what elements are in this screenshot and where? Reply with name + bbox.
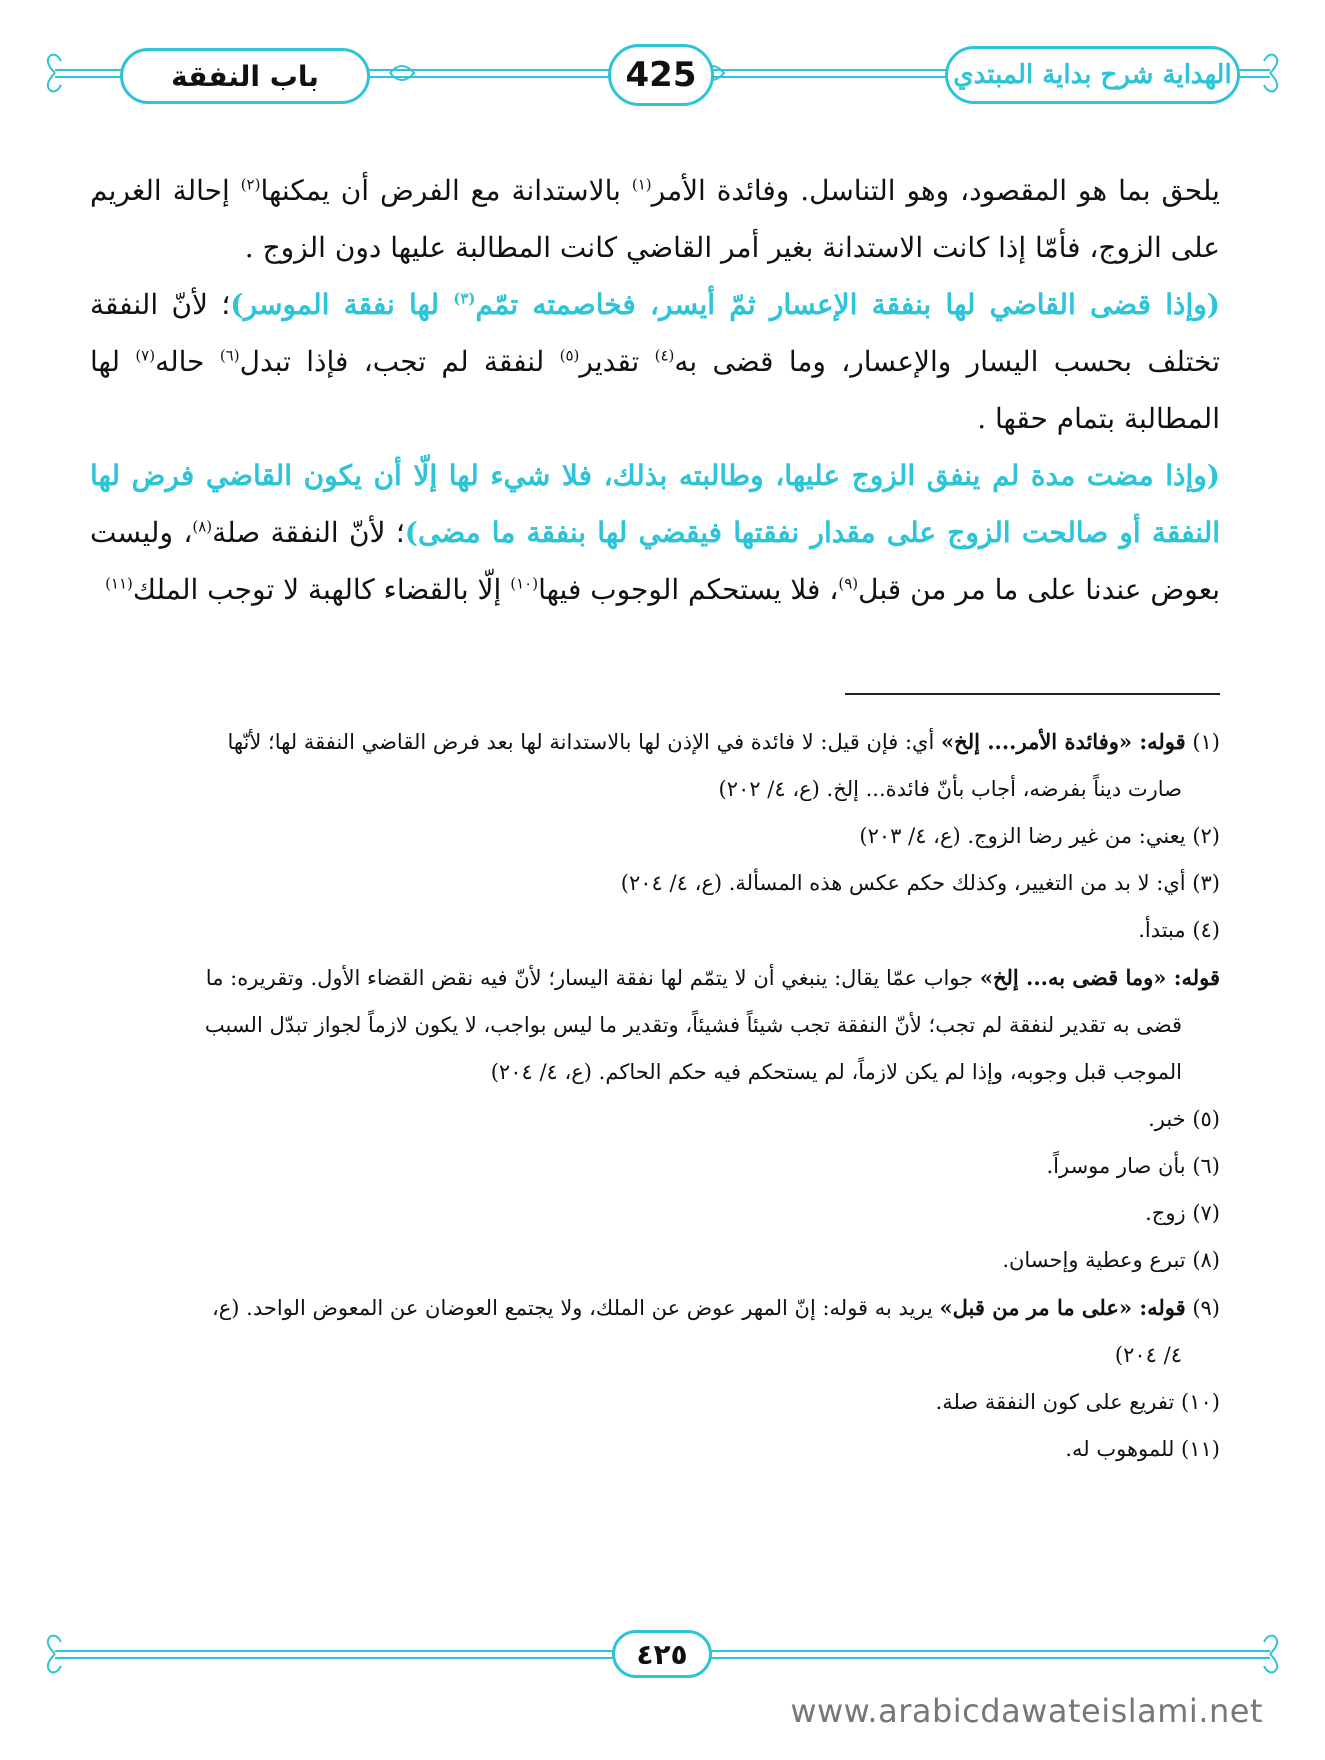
footnote-2: (٢) يعني: من غير رضا الزوج. (ع، ٤/ ٢٠٣) (859, 824, 1220, 848)
text: لها المطالبة بتمام حقها . (90, 345, 1220, 435)
chapter-title-box (120, 48, 370, 104)
chapter-title: باب النفقة (171, 59, 319, 93)
footnote-9-cont: ٤/ ٢٠٤) (1114, 1343, 1182, 1367)
footnote-10: (١٠) تفريع على كون النفقة صلة. (935, 1390, 1220, 1414)
footnote-4-cont-2: الموجب قبل وجوبه، وإذا لم يكن لازماً، لم يستحكم فيه حكم الحاكم. (ع، ٤/ ٢٠٤) (490, 1060, 1182, 1084)
footnote-ref[interactable]: (٧) (135, 346, 156, 365)
footnote-ref[interactable]: (١١) (105, 574, 133, 593)
footnote-divider (845, 693, 1220, 695)
text: ، وليست بعوض عندنا على ما مر من قبل (90, 516, 1220, 606)
footnote-1 (90, 718, 1220, 766)
footnote-text: أي: فإن قيل: لا فائدة في الإذن لها بالاستدانة لها بعد فرض القاضي النفقة لها؛ لأنّها (227, 730, 942, 754)
quoted-text: (وإذا قضى القاضي لها بنفقة الإعسار ثمّ أيسر، فخاصمته تمّم (475, 288, 1221, 321)
text: حاله (155, 345, 220, 378)
footnote-4: (٤) مبتدأ. (1138, 918, 1220, 942)
text: تقدير (579, 345, 655, 378)
text: لنفقة لم تجب، فإذا تبدل (239, 345, 560, 378)
footnote-ref[interactable]: (٩) (838, 574, 859, 593)
footnote-ref[interactable]: (٣) (453, 289, 476, 308)
footnotes (90, 718, 1220, 1473)
footnote-6: (٦) بأن صار موسراً. (1046, 1154, 1220, 1178)
footnote-label: قوله: «على ما مر من قبل» (939, 1295, 1186, 1320)
text: ؛ لأنّ النفقة صلة (212, 516, 405, 549)
footnote-ref[interactable]: (١) (631, 175, 652, 194)
paragraph-3 (90, 447, 1220, 618)
footnote-text: يريد به قوله: إنّ المهر عوض عن الملك، ولا يجتمع العوضان عن المعوض الواحد. (ع، (212, 1296, 940, 1320)
footnote-label: قوله: «وفائدة الأمر.... إلخ» (941, 729, 1186, 754)
book-title-box (945, 46, 1240, 104)
footnote-4-comment (90, 954, 1220, 1002)
text: إلّا بالقضاء كالهبة لا توجب الملك (132, 573, 511, 606)
footnote-ref[interactable]: (٥) (559, 346, 580, 365)
footnote-ref[interactable]: (٤) (654, 346, 675, 365)
footnote-text: جواب عمّا يقال: ينبغي أن لا يتمّم لها نفقة اليسار؛ لأنّ فيه نقض القضاء الأول. وتقريره: ما (205, 966, 980, 990)
paragraph-2 (90, 276, 1220, 447)
text: ؛ لأنّ النفقة تختلف بحسب اليسار والإعسار، وما قضى به (90, 288, 1220, 378)
footnote-11: (١١) للموهوب له. (1065, 1437, 1220, 1461)
text: ، فلا يستحكم الوجوب فيها (538, 573, 839, 606)
footnote-number: (١) (1192, 730, 1220, 754)
footnote-ref[interactable]: (٦) (219, 346, 240, 365)
page-number-box (608, 44, 714, 106)
footnote-ref[interactable]: (٢) (240, 175, 261, 194)
quoted-text: لها نفقة الموسر) (230, 288, 454, 321)
footnote-4-cont-1: قضى به تقدير لنفقة لم تجب؛ لأنّ النفقة تجب شيئاً فشيئاً، وتقدير ما ليس بواجب، لا يكون لازماً لجواز تبدّل السبب (204, 1013, 1182, 1037)
footnote-5: (٥) خبر. (1148, 1107, 1220, 1131)
paragraph-1 (90, 162, 1220, 276)
page-number: 425 (625, 55, 697, 95)
footer-page-number-box (612, 1630, 712, 1678)
footnote-9 (90, 1284, 1220, 1332)
footnote-8: (٨) تبرع وعطية وإحسان. (1002, 1248, 1220, 1272)
book-title: الهداية شرح بداية المبتدي (953, 60, 1232, 90)
text: بالاستدانة مع الفرض أن يمكنها (260, 174, 632, 207)
footnote-ref[interactable]: (١٠) (510, 574, 539, 593)
footnote-ref[interactable]: (٨) (192, 517, 213, 536)
text: إحالة الغريم على الزوج، فأمّا إذا كانت الاستدانة بغير أمر القاضي كانت المطالبة عليها دون الزوج . (90, 174, 1220, 264)
text: يلحق بما هو المقصود، وهو التناسل. وفائدة الأمر (651, 174, 1220, 207)
footnote-number: (٩) (1192, 1296, 1220, 1320)
main-text (90, 162, 1220, 618)
footer-page-number: ٤٢٥ (636, 1637, 688, 1671)
quoted-text: (وإذا مضت مدة لم ينفق الزوج عليها، وطالبته بذلك، فلا شيء لها إلّا أن يكون القاضي فرض لها النفقة أو صالحت الزوج على مقدار نفقتها فيقضي لها بنفقة ما مضى) (90, 459, 1220, 549)
footnote-label: قوله: «وما قضى به... إلخ» (979, 965, 1220, 990)
website-url[interactable]: www.arabicdawateislami.net (790, 1692, 1263, 1730)
footnote-1-cont: صارت ديناً بفرضه، أجاب بأنّ فائدة... إلخ. (ع، ٤/ ٢٠٢) (718, 777, 1182, 801)
footnote-7: (٧) زوج. (1145, 1201, 1220, 1225)
footnote-3: (٣) أي: لا بد من التغيير، وكذلك حكم عكس هذه المسألة. (ع، ٤/ ٢٠٤) (620, 871, 1220, 895)
